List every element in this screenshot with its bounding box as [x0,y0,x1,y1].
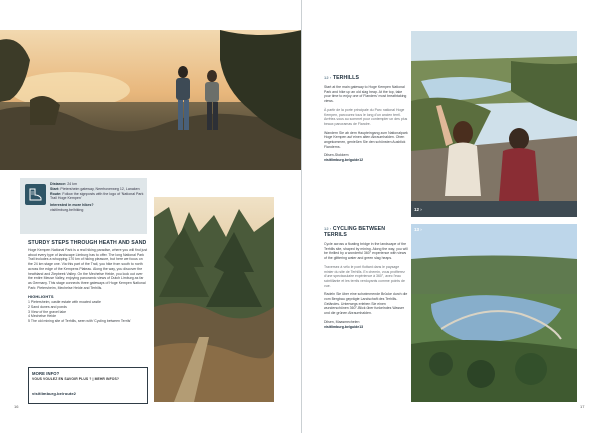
highlights-title: HIGHLIGHTS [28,294,54,300]
page-number-right: 17 [580,404,585,409]
highlight-item: 2 Sand dunes and ponds [28,304,67,309]
terhills-fr: À partir de la porte principale du Parc national Hoge Kempen, parcourez tous le long d'un ancien terril. Arrêtez-vous au sommet pour contempler un des plus beaux panoramas de Flandre. [324,107,408,126]
terhills-place: Dilsen-Stokkem [324,153,349,158]
cycling-section [324,226,408,329]
cycling-title: 12 › CYCLING BETWEEN TERRILS [324,226,386,238]
more-info-box [28,367,148,404]
terhills-en: Start at the main gateway to Hoge Kempen National Park and hike up an old slag heap. At the top, take your time to enjoy one of Flanders' most breathtaking views. [324,85,407,104]
start-label: Start: [50,186,60,191]
page-number-left: 16 [14,404,19,409]
cycling-link[interactable]: visitlimburg.be/guide13 [324,324,364,329]
heath-forest-photo [154,197,274,402]
cycling-de: Radeln Sie über eine schwimmende Brücke durch die vom Bergbau geprägte Landschaft des Terhills-Geländes. Unterwegs erleben Sie einen wunderschönen 360°-Blick über funkelndes Wasser und die grünen Abraumhalden. [324,292,408,316]
highlight-item: 5 The old mining site of Terhills, seen with 'Cycling between Terrils' [28,318,131,323]
distance-label: Distance: [50,182,67,186]
terhills-section [324,75,408,163]
terhills-link[interactable]: visitlimburg.be/guide12 [324,158,364,163]
highlight-item: 3 View of the gravel lake [28,309,67,314]
hikers-sunset-photo [0,30,302,170]
section-number: 12 › [324,75,332,80]
article-body: Hoge Kempen National Park is a real hiking paradise, where you will find just about every type of landscape Limburg has to offer. The long National Park Trail includes a whopping 170 km of hiking pleasure, but here we focus on the 24 km stage one. Via this part of the Trail, you hike from south to north across the edge of the Kempens Plateau. Along the way, you discover the heathland and Ziepbeek Valley. On the Mechelse Heide, you look out over the entire Meuse Valley, enjoying panoramic views of Dutch Limburg as far as Germany. This stage connects three gateways of Hoge Kempen National Park: Pietersheim, Mechelse Heide and Terhills. [28,248,148,290]
photo-tag-12: 12 › [414,207,422,212]
hiking-link[interactable]: visitlimburg.be/hiking [50,207,84,212]
more-info-subtitle: VOUS VOULEZ EN SAVOIR PLUS ? | MEHR INFOS? [32,377,120,381]
article-column [28,240,148,323]
floating-bridge-photo [411,224,577,402]
start-value: Pietersheim gateway, Neerhoverweg 12, Lanaken [60,186,140,191]
route-label: Route: [50,191,62,196]
more-info-title: MORE INFO? [32,371,60,376]
route-value: Follow the signposts with the logo of 'National Park Trail Hoge Kempen' [50,191,144,201]
interested-label: Interested in more hikes? [50,203,94,208]
more-info-link[interactable]: visitlimburg.be/route2 [32,391,76,396]
photo-tag-13: 13 › [414,227,422,232]
terhills-title: 12 › TERHILLS [324,75,360,81]
right-page [302,0,600,433]
cycling-place: Dilsen, Maasmechelen [324,319,360,324]
section-number: 12 › [324,226,332,231]
highlight-item: 4 Mechelse Heide [28,314,57,319]
terhills-de: Wandern Sie ab dem Haupteingang zum Nationalpark Hoge Kempen auf einen alten Abraumhalden. Oben angekommen, genießen Sie den schönsten Ausblick Flanderns. [324,130,408,149]
cycling-fr: Traversez à vélo le pont flottant dans le paysage minier du site de Terhills. En chemin, vous profiterez d'une spectaculaire expérience à 360°, avec l'eau scintillante et les terrils verdoyants comme points de vue. [324,264,405,288]
highlight-item: 1 Pietersheim, castle estate with moated castle [28,300,101,305]
route-info-box [20,178,147,234]
hiking-boot-icon [25,184,46,205]
distance-value: 24 km [67,182,77,186]
terhills-viewpoint-photo [411,31,577,217]
highlights-list [28,300,148,323]
article-title: STURDY STEPS THROUGH HEATH AND SAND [28,240,147,246]
cycling-en: Cycle across a floating bridge in the landscape of the Terhills site, shaped by mining. Along the way, you will be thrilled by a wonderful 360° experience with views of the glittering water and green slag heaps. [324,242,408,261]
